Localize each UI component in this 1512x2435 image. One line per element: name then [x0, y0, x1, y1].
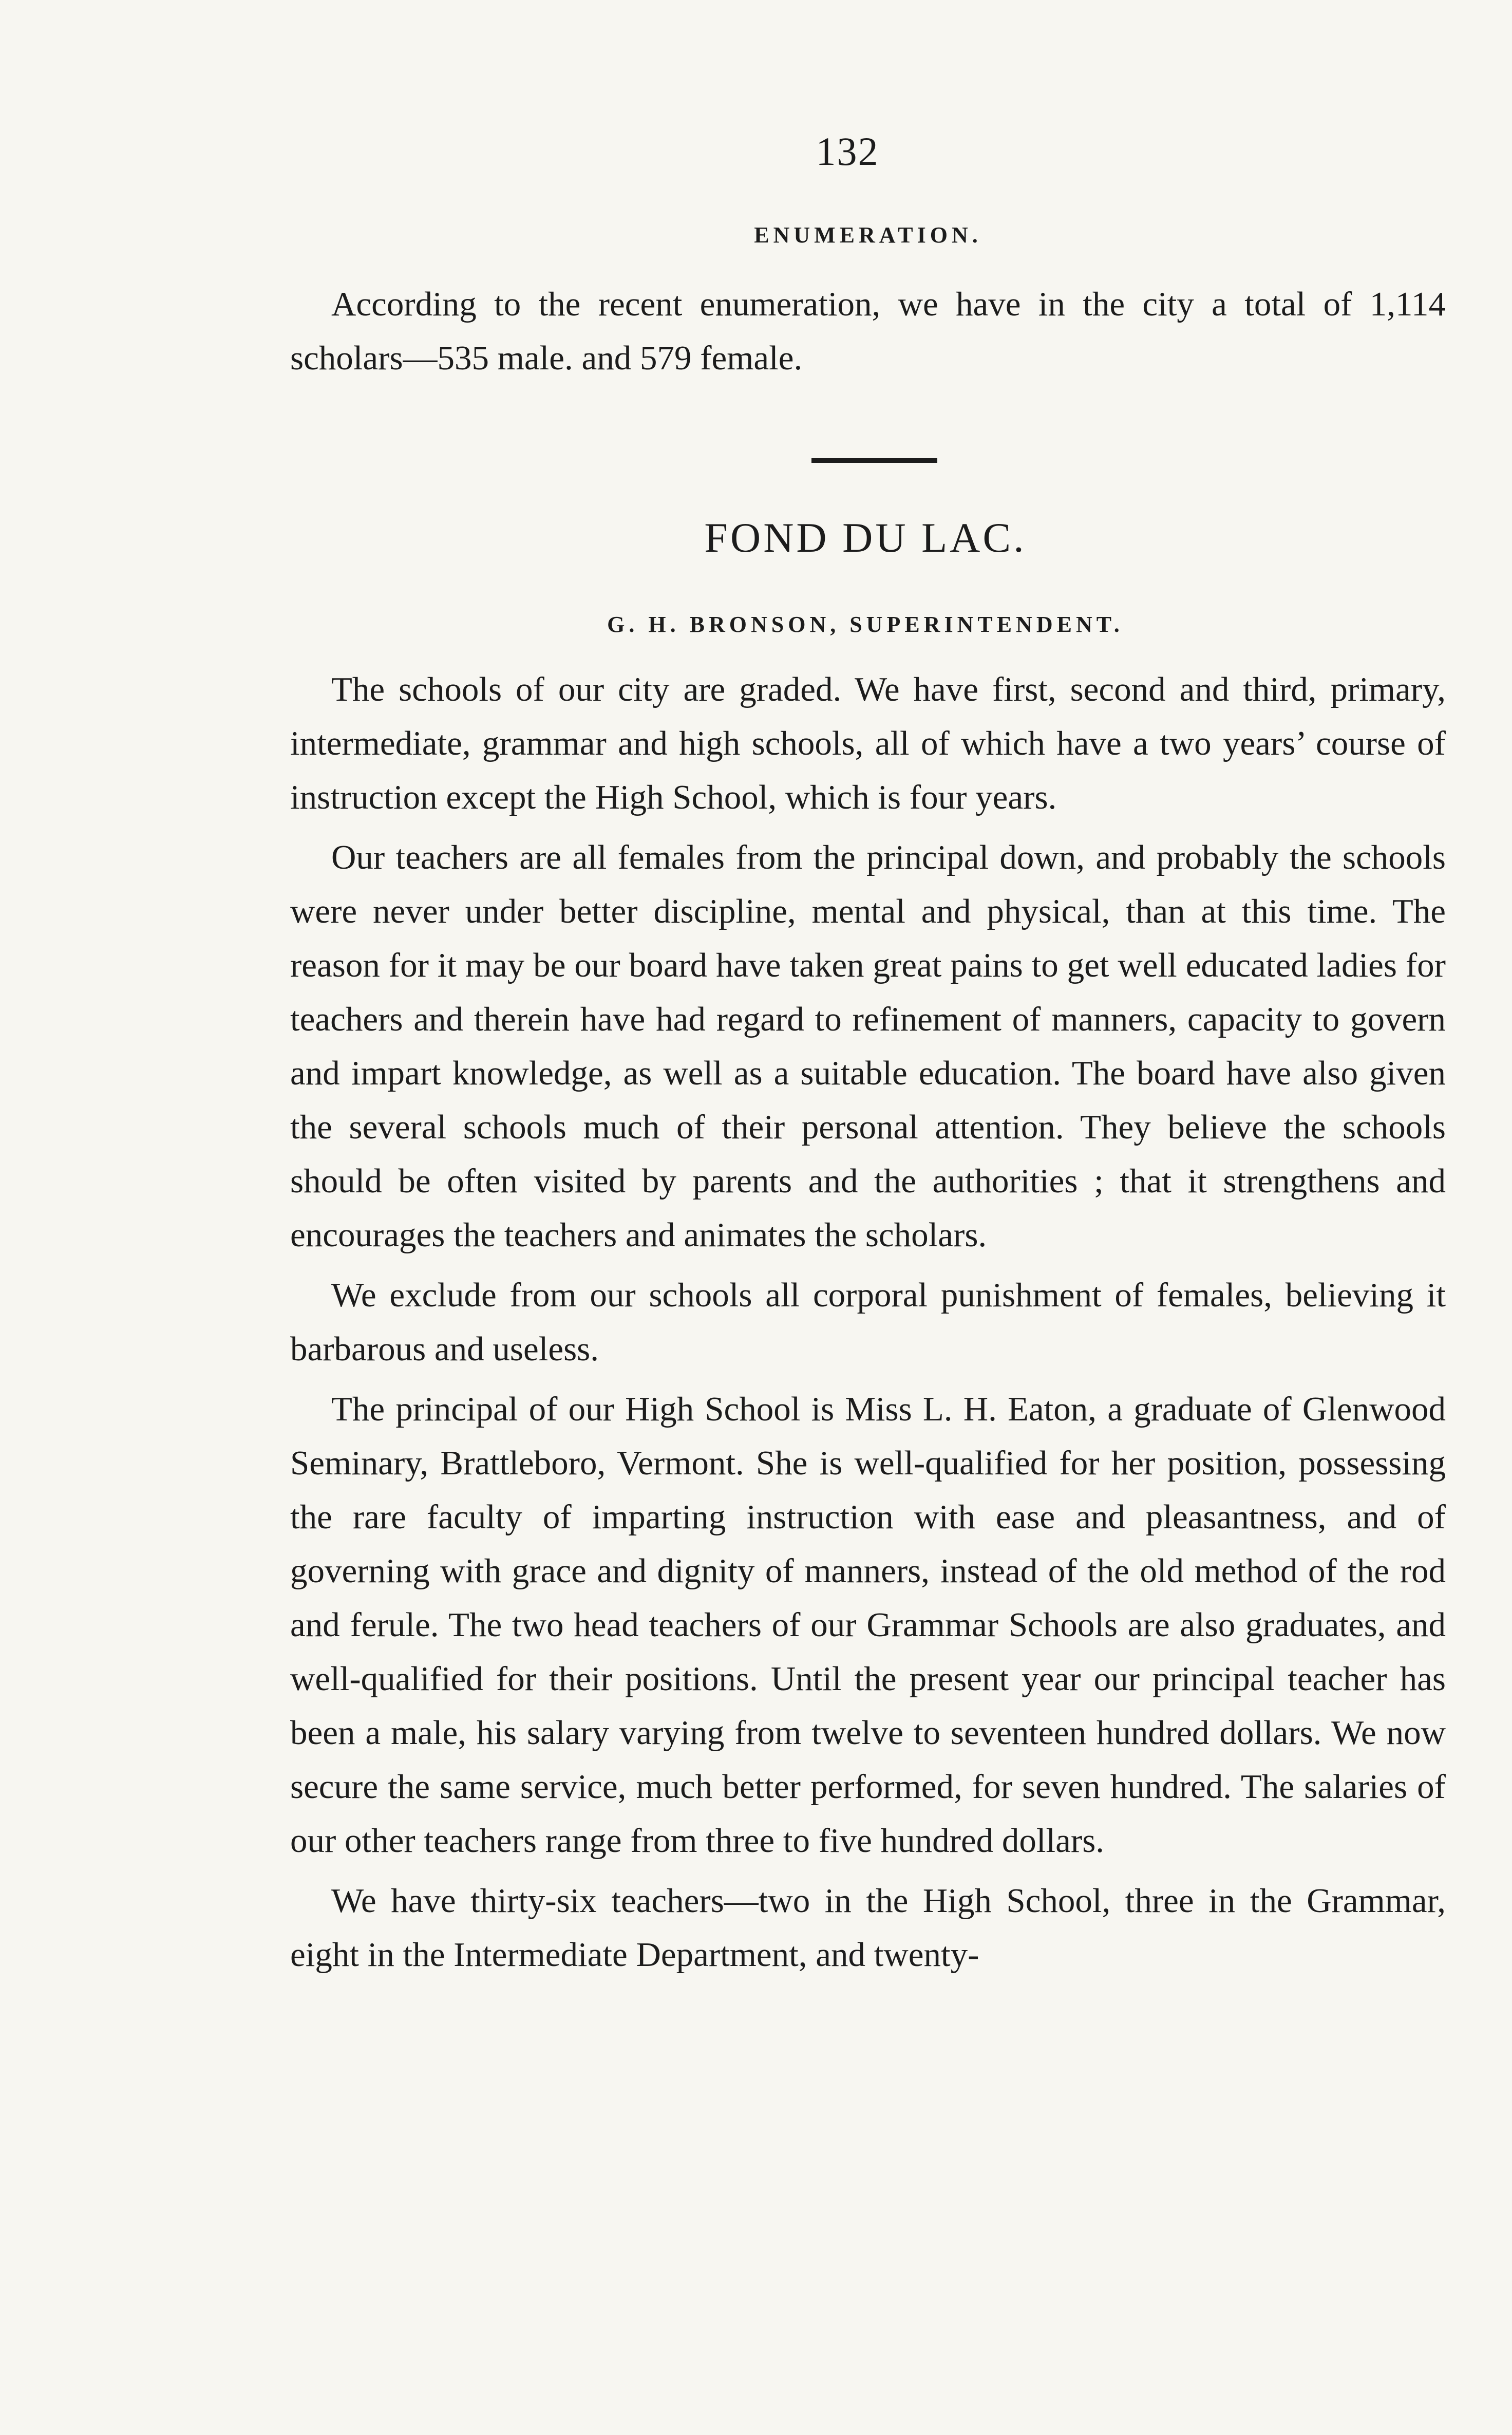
paragraph-teachers: Our teachers are all females from the principal down, and probably the schools were never under better discipline, mental and physical, than at this time. The reason for it may be our board have taken great pains to get well educated ladies for teachers and therein have had regard to refinement of manners, capacity to govern and impart knowledge, as well as a suitable education. The board have also given the several schools much of their personal attention. They believe the schools should be often visited by parents and the authorities ; that it strengthens and encourages the teachers and animates the scholars. [290, 838, 1446, 1254]
section-heading-enumeration: ENUMERATION. [754, 222, 982, 248]
city-title: FOND DU LAC. [704, 514, 1027, 561]
enumeration-text [290, 277, 1446, 385]
paragraph-grading: The schools of our city are graded. We have first, second and third, primary, intermediate, grammar and high schools, all of which have a two years’ course of instruction except the High School, which is four years. [290, 670, 1446, 816]
superintendent-line: G. H. BRONSON, SUPERINTENDENT. [607, 612, 1124, 637]
paragraph-punishment: We exclude from our schools all corporal punishment of females, believing it barbarous and useless. [290, 1276, 1446, 1368]
paragraph-teacher-count: We have thirty-six teachers—two in the High School, three in the Grammar, eight in the Intermediate Department, and twenty- [290, 1882, 1446, 1974]
report-body [290, 663, 1446, 1982]
enumeration-paragraph: According to the recent enumeration, we have in the city a total of 1,114 scholars—535 male. and 579 female. [290, 285, 1446, 377]
section-divider [811, 458, 937, 463]
paragraph-principal: The principal of our High School is Miss L. H. Eaton, a graduate of Glenwood Seminary, Brattleboro, Vermont. She is well-qualified for her position, possessing the rare faculty of imparting instruction with ease and pleasantness, and of governing with grace and dignity of manners, instead of the old method of the rod and ferule. The two head teachers of our Grammar Schools are also graduates, and well-qualified for their positions. Until the present year our principal teacher has been a male, his salary varying from twelve to seventeen hundred dollars. We now secure the same service, much better performed, for seven hundred. The salaries of our other teachers range from three to five hundred dollars. [290, 1390, 1446, 1860]
page-number: 132 [816, 129, 879, 174]
